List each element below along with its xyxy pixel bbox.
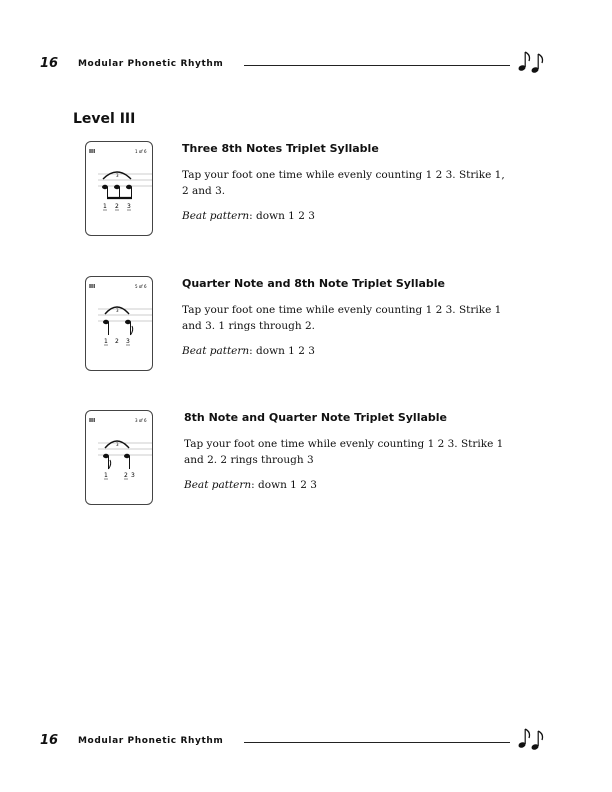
- entry-description: Tap your foot one time while evenly counting 1 2 3. Strike 1, 2 and 3.: [182, 169, 505, 197]
- entry: [182, 142, 512, 233]
- triplet-mark: 3: [116, 173, 119, 178]
- count-1: 1: [104, 472, 108, 479]
- beat-pattern-label: Beat pattern: [182, 345, 250, 357]
- page-number: 16: [40, 733, 59, 748]
- triplet-mark: 3: [116, 308, 119, 313]
- book-title: Modular Phonetic Rhythm: [78, 736, 224, 746]
- page-footer: [36, 731, 546, 755]
- beat-pattern: [184, 477, 514, 493]
- page-number: 16: [40, 56, 59, 71]
- beat-pattern: [182, 208, 512, 224]
- rhythm-notation: [86, 277, 154, 372]
- card-level: III: [89, 284, 96, 290]
- count-2: 2: [115, 338, 119, 345]
- beat-pattern-label: Beat pattern: [182, 210, 250, 222]
- book-title: Modular Phonetic Rhythm: [78, 59, 224, 69]
- rhythm-card: [85, 276, 153, 371]
- section-title: Level III: [73, 111, 136, 127]
- card-level: III: [89, 418, 96, 424]
- card-level: III: [89, 149, 96, 155]
- triplet-mark: 3: [116, 442, 119, 447]
- count-3: 3: [127, 203, 131, 210]
- rhythm-card: [85, 410, 153, 505]
- entry-title: Quarter Note and 8th Note Triplet Syllable: [182, 277, 446, 290]
- rhythm-card: [85, 141, 153, 236]
- count-2: 2: [115, 203, 119, 210]
- footer-rule: [244, 742, 510, 743]
- card-index: 1 of 6: [135, 149, 147, 154]
- count-3: 3: [126, 338, 130, 345]
- entry: [184, 411, 514, 502]
- count-1: 1: [103, 203, 107, 210]
- page-header: [36, 54, 546, 78]
- beat-pattern-label: Beat pattern: [184, 479, 252, 491]
- card-index: 5 of 6: [135, 284, 147, 289]
- card-index: 3 of 6: [135, 418, 147, 423]
- beat-pattern: [182, 343, 512, 359]
- entry-description: Tap your foot one time while evenly counting 1 2 3. Strike 1 and 2. 2 rings through 3: [184, 438, 504, 466]
- entry-title: 8th Note and Quarter Note Triplet Syllable: [184, 411, 448, 424]
- entry-description: Tap your foot one time while evenly counting 1 2 3. Strike 1 and 3. 1 rings through 2.: [182, 304, 502, 332]
- beat-pattern-value: : down 1 2 3: [249, 345, 315, 357]
- entry: [182, 277, 512, 368]
- rhythm-notation: [86, 142, 154, 237]
- music-notes-icon: [516, 48, 546, 74]
- count-3: 3: [131, 472, 135, 479]
- music-notes-icon: [516, 725, 546, 751]
- entry-title: Three 8th Notes Triplet Syllable: [182, 142, 379, 155]
- count-2: 2: [124, 472, 128, 479]
- rhythm-notation: [86, 411, 154, 506]
- count-1: 1: [104, 338, 108, 345]
- beat-pattern-value: : down 1 2 3: [249, 210, 315, 222]
- header-rule: [244, 65, 510, 66]
- beat-pattern-value: : down 1 2 3: [251, 479, 317, 491]
